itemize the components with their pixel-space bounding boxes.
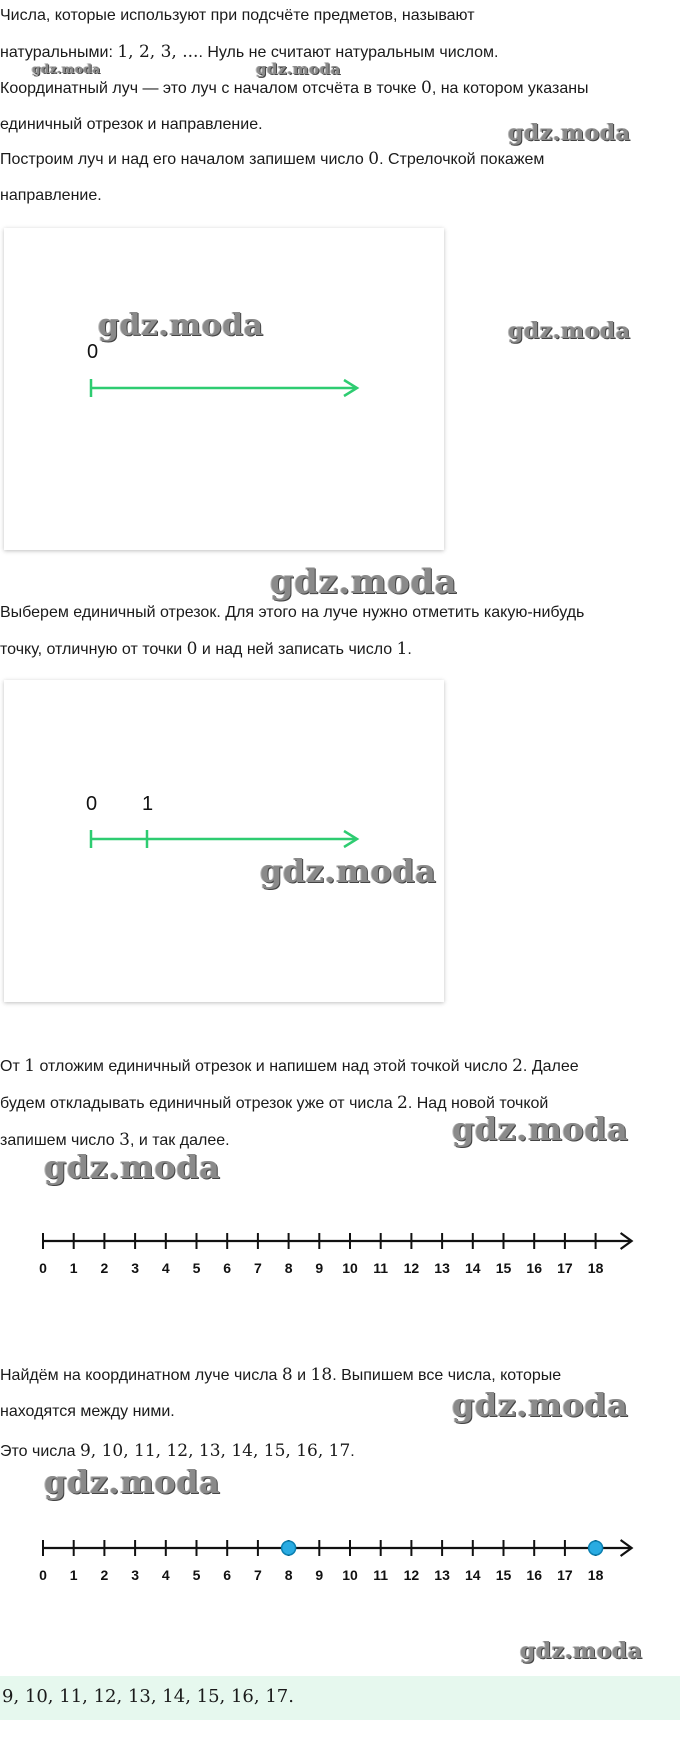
- text-span: Координатный луч — это луч с началом отсчёта в точке: [0, 80, 421, 97]
- tick-label: 9: [315, 1567, 324, 1583]
- text-span: отложим единичный отрезок и напишем над этой точкой число: [35, 1058, 513, 1075]
- watermark: gdz.moda: [270, 562, 458, 602]
- watermark: gdz.moda: [508, 120, 631, 146]
- math-span: 1: [396, 639, 408, 659]
- math-span: 3: [119, 1130, 130, 1150]
- text-span: . Над новой точкой: [407, 1095, 549, 1112]
- text-span: . Нуль не считают натуральным числом.: [198, 44, 499, 61]
- tick-label: 15: [495, 1567, 512, 1583]
- origin-label: 0: [87, 341, 99, 363]
- text-span: Найдём на координатном луче числа: [0, 1367, 282, 1384]
- tick-label: 6: [223, 1260, 232, 1276]
- tick-label: 1: [69, 1567, 78, 1583]
- tick-label: 3: [131, 1260, 139, 1276]
- tick-label: 0: [39, 1260, 47, 1276]
- watermark: gdz.moda: [520, 1638, 643, 1664]
- tick-label: 14: [465, 1260, 481, 1276]
- tick-label: 7: [254, 1260, 262, 1276]
- text-line: направление.: [0, 187, 102, 204]
- tick-label: 18: [587, 1260, 604, 1276]
- tick-label: 14: [465, 1567, 481, 1583]
- tick-label: 7: [254, 1567, 262, 1583]
- watermark: gdz.moda: [98, 308, 264, 343]
- text-span: и над ней записать число: [197, 641, 397, 658]
- tick-label: 4: [161, 1567, 170, 1583]
- tick-label: 8: [284, 1567, 293, 1583]
- tick-label: 8: [284, 1260, 293, 1276]
- text-line: [0, 631, 676, 668]
- math-span: 18: [310, 1365, 333, 1385]
- math-span: 0: [186, 639, 198, 659]
- figure-ray-unit: [4, 680, 444, 1002]
- tick-label: 18: [587, 1567, 604, 1583]
- tick-label: 5: [192, 1567, 201, 1583]
- tick-label: 17: [557, 1260, 573, 1276]
- tick-label: 11: [373, 1567, 389, 1583]
- tick-label: 2: [100, 1260, 109, 1276]
- tick-label: 13: [434, 1260, 450, 1276]
- tick-label: 11: [373, 1260, 389, 1276]
- origin-label: 0: [86, 793, 98, 815]
- unit-label: 1: [142, 793, 154, 815]
- paragraph-build-ray: [0, 141, 676, 214]
- text-span: точку, отличную от точки: [0, 641, 187, 658]
- text-span: . Стрелочкой покажем: [379, 151, 545, 168]
- text-line: Выберем единичный отрезок. Для этого на луче нужно отметить какую-нибудь: [0, 604, 585, 621]
- text-line: [0, 141, 676, 178]
- tick-label: 10: [342, 1260, 358, 1276]
- tick-label: 2: [100, 1567, 109, 1583]
- watermark: gdz.moda: [452, 1386, 629, 1424]
- tick-label: 12: [403, 1260, 420, 1276]
- text-span: будем откладывать единичный отрезок уже от числа: [0, 1095, 398, 1112]
- math-span: 8: [281, 1365, 293, 1385]
- tick-label: 3: [131, 1567, 139, 1583]
- tick-label: 1: [69, 1260, 78, 1276]
- text-span: натуральными:: [0, 44, 118, 61]
- math-span: 0: [368, 149, 380, 169]
- watermark: gdz.moda: [32, 62, 101, 76]
- ray-diagram: [4, 228, 444, 550]
- math-span: 1, 2, 3, ...: [117, 42, 199, 62]
- tick-label: 5: [192, 1260, 201, 1276]
- tick-label: 9: [315, 1260, 324, 1276]
- text-line: единичный отрезок и направление.: [0, 116, 263, 133]
- watermark: gdz.moda: [44, 1463, 221, 1501]
- text-span: запишем число: [0, 1132, 120, 1149]
- answer-text: 9, 10, 11, 12, 13, 14, 15, 16, 17.: [2, 1686, 294, 1707]
- tick-label: 16: [526, 1260, 542, 1276]
- watermark: gdz.moda: [256, 60, 341, 78]
- text-span: , на котором указаны: [431, 80, 589, 97]
- text-span: . Далее: [522, 1058, 579, 1075]
- tick-label: 12: [403, 1567, 420, 1583]
- number-line: [0, 1228, 680, 1288]
- math-span: 0: [421, 78, 432, 98]
- text-span: и: [292, 1367, 311, 1384]
- math-span: 9, 10, 11, 12, 13, 14, 15, 16, 17: [79, 1441, 351, 1461]
- text-line: Числа, которые используют при подсчёте предметов, называют: [0, 7, 475, 24]
- tick-label: 17: [557, 1567, 573, 1583]
- text-span: .: [407, 641, 412, 658]
- watermark: gdz.moda: [508, 318, 631, 344]
- math-span: 2: [512, 1056, 523, 1076]
- tick-label: 15: [495, 1260, 512, 1276]
- tick-label: 13: [434, 1567, 450, 1583]
- watermark: gdz.moda: [260, 852, 437, 890]
- paragraph-unit-segment: [0, 595, 676, 668]
- text-span: От: [0, 1058, 25, 1075]
- tick-label: 4: [161, 1260, 170, 1276]
- highlight-point: [282, 1541, 296, 1555]
- text-line: находятся между ними.: [0, 1403, 175, 1420]
- tick-label: 0: [39, 1567, 47, 1583]
- ray-diagram: [4, 680, 444, 1002]
- number-line-highlighted: [0, 1535, 680, 1595]
- text-span: Это числа: [0, 1443, 80, 1460]
- figure-ray-origin: [4, 228, 444, 550]
- tick-label: 16: [526, 1567, 542, 1583]
- text-span: . Выпишем все числа, которые: [332, 1367, 562, 1384]
- tick-label: 10: [342, 1567, 358, 1583]
- text-span: Построим луч и над его началом запишем число: [0, 151, 369, 168]
- text-span: .: [350, 1443, 355, 1460]
- text-line: [0, 1048, 676, 1085]
- tick-label: 6: [223, 1567, 232, 1583]
- watermark: gdz.moda: [452, 1110, 629, 1148]
- answer-box: [0, 1676, 680, 1720]
- text-span: , и так далее.: [129, 1132, 230, 1149]
- math-span: 1: [24, 1056, 36, 1076]
- watermark: gdz.moda: [44, 1148, 221, 1186]
- math-span: 2: [397, 1093, 408, 1113]
- highlight-point: [589, 1541, 603, 1555]
